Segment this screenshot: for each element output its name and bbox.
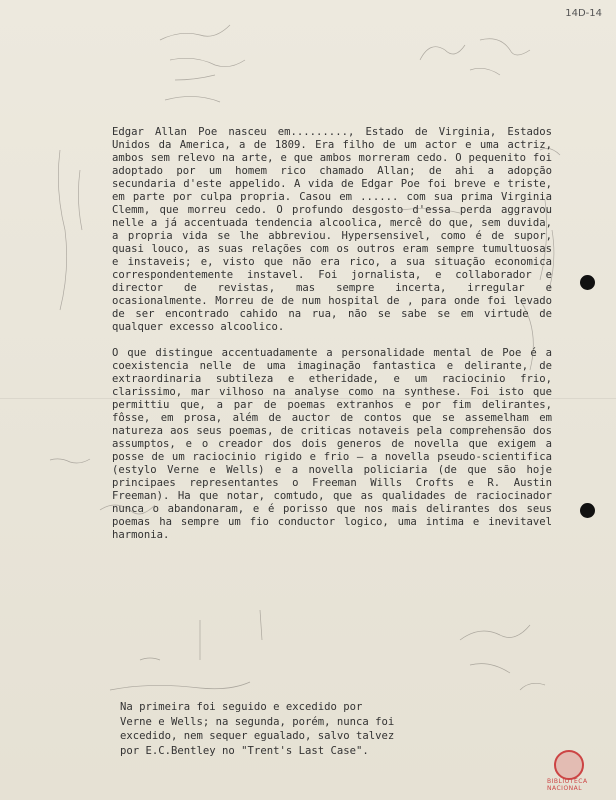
paragraph-personality: O que distingue accentuadamente a personalidade mental de Poe é a coexistencia nelle de uma imaginação fantastica e delirante, de extraordinaria subtileza e etheridade, e um raciocinio frio, clarissimo, mar vilhoso na analyse como na synthese. Foi isto que permittiu que, a par de poemas extranhos e por fim delirantes, fôsse, em prosa, além de auctor de contos que se assemelham em natureza aos seus poemas, de criticas notaveis pela comprehensão dos assumptos, e o creador dos dois generos de novella que exigem a posse de um raciocinio rigido e frio — a novella pseudo-scientifica (estylo Verne e Wells) e a novella policiaria (de que são hoje principaes representantes o Freeman Wills Crofts e R. Austin Freeman). Ha que notar, comtudo, que as qualidades de raciocinador nunca o abandonaram, e é porisso que nos mais delirantes dos seus poemas ha sempre um fio conductor logico, uma intima e inevitavel harmonia. [112, 347, 552, 541]
library-stamp [554, 750, 584, 780]
typed-text-block [112, 126, 552, 542]
punch-hole-bottom [580, 503, 595, 518]
footnote-text: Na primeira foi seguido e excedido por Verne e Wells; na segunda, porém, nunca foi excedido, nem sequer egualado, salvo talvez por E.C.Bentley no "Trent's Last Case". [120, 701, 395, 757]
reference-number: 14D-14 [565, 8, 602, 19]
paragraph-biography: Edgar Allan Poe nasceu em........., Estado de Virginia, Estados Unidos da America, a de 1809. Era filho de um actor e uma actriz, ambos sem relevo na arte, e que ambos morreram cedo. O pequenito foi adoptado por um homem rico chamado Allan; de ahi a adopção secundaria d'este appelido. A vida de Edgar Poe foi breve e triste, em parte por culpa propria. Casou em ...... com sua prima Virginia Clemm, que morreu cedo. O profundo desgosto d'essa perda aggravou nelle a já accentuada tendencia alcoolica, mercê do que, sem duvida, a propria vida se lhe abbreviou. Hypersensivel, como é de supor, quasi louco, as suas relações com os outros eram sempre tumultuosas e instaveis; e, visto que não era rico, a sua situação economica correspondentemente instavel. Foi jornalista, e collaborador e director de revistas, mas sempre incerta, irregular e ocasionalmente. Morreu de de num hospital de , para onde foi levado de ser encontrado cahido na rua, não se sabe se em virtude de qualquer excesso alcoolico. [112, 126, 552, 333]
punch-hole-top [580, 275, 595, 290]
library-stamp-text: BIBLIOTECA NACIONAL [547, 778, 588, 792]
